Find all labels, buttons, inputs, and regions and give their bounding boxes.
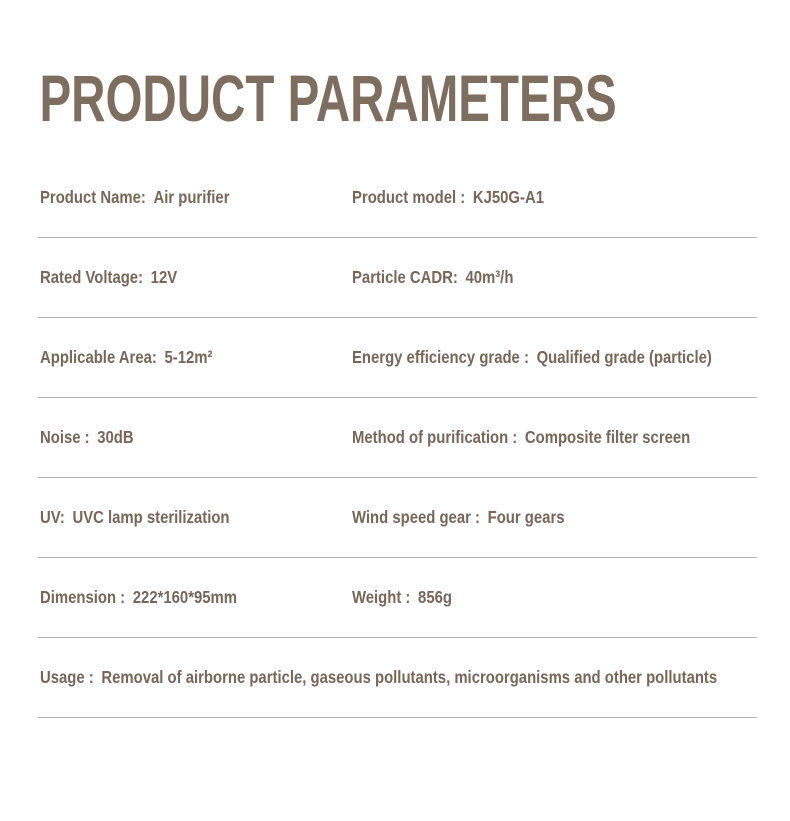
page-title: PRODUCT PARAMETERS: [39, 61, 617, 135]
table-row-product: [38, 158, 757, 238]
spec-value: Composite filter screen: [524, 427, 691, 447]
spec-value: 30dB: [97, 427, 134, 447]
spec-label: Applicable Area:: [40, 347, 157, 367]
table-row-area-efficiency: [38, 318, 757, 398]
spec-cell-weight: [352, 587, 757, 608]
spec-cell-wind-speed-gear: [352, 507, 757, 528]
spec-value: 856g: [418, 587, 452, 607]
spec-cell-product-name: [40, 187, 352, 208]
spec-label: Rated Voltage:: [40, 267, 144, 287]
spec-value: 40m³/h: [465, 267, 514, 287]
spec-cell-applicable-area: [40, 347, 352, 368]
spec-cell-purification-method: [352, 427, 757, 448]
spec-cell-energy-efficiency: [352, 347, 775, 368]
spec-value: Four gears: [487, 507, 565, 527]
spec-value: Removal of airborne particle, gaseous pollutants, microorganisms and other pollutants: [101, 667, 718, 687]
spec-label: Product Name:: [40, 187, 146, 207]
spec-label: Weight :: [352, 587, 411, 607]
spec-label: UV:: [40, 507, 65, 527]
spec-cell-dimension: [40, 587, 352, 608]
spec-cell-usage: [40, 667, 757, 688]
spec-cell-product-model: [352, 187, 757, 208]
spec-label: Method of purification :: [352, 427, 518, 447]
spec-value: 5-12m²: [164, 347, 213, 367]
spec-value: UVC lamp sterilization: [72, 507, 230, 527]
product-parameters-page: [0, 61, 790, 821]
spec-label: Noise :: [40, 427, 90, 447]
spec-label: Particle CADR:: [352, 267, 458, 287]
spec-cell-particle-cadr: [352, 267, 757, 288]
spec-label: Energy efficiency grade :: [352, 347, 529, 367]
spec-value: Qualified grade (particle): [536, 347, 712, 367]
spec-label: Product model :: [352, 187, 466, 207]
spec-label: Usage :: [40, 667, 94, 687]
spec-value: 222*160*95mm: [132, 587, 238, 607]
spec-value: Air purifier: [153, 187, 230, 207]
spec-cell-rated-voltage: [40, 267, 352, 288]
spec-cell-noise: [40, 427, 352, 448]
table-row-noise-purification: [38, 398, 757, 478]
spec-label: Wind speed gear :: [352, 507, 480, 527]
table-row-uv-windspeed: [38, 478, 757, 558]
table-row-dimension-weight: [38, 558, 757, 638]
spec-label: Dimension :: [40, 587, 126, 607]
spec-cell-uv: [40, 507, 352, 528]
table-row-usage: [38, 638, 757, 718]
spec-value: 12V: [150, 267, 178, 287]
table-row-voltage-cadr: [38, 238, 757, 318]
spec-value: KJ50G-A1: [472, 187, 544, 207]
spec-table: [38, 158, 757, 718]
